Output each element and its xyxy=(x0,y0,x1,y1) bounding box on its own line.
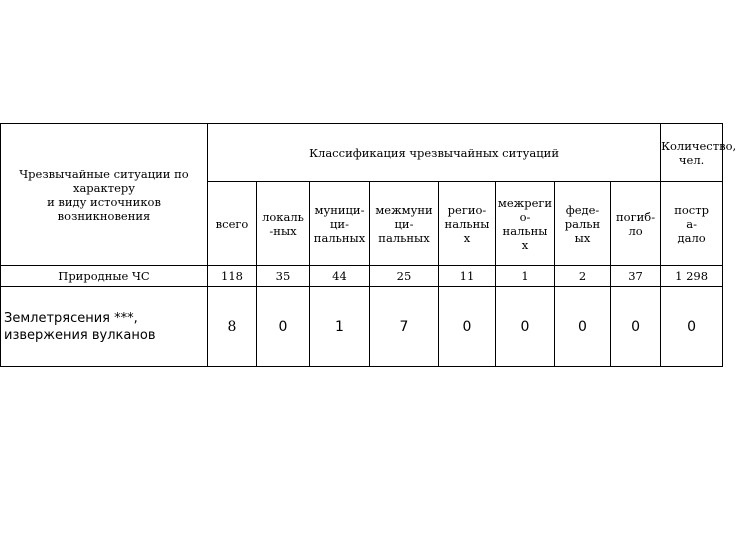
table-cell: 35 xyxy=(257,266,310,287)
table-cell: 0 xyxy=(496,287,555,367)
column-header-interregional: межреги о- нальны х xyxy=(496,182,555,266)
row-label: Землетрясения ***, извержения вулканов xyxy=(1,287,208,367)
column-header-killed: погиб- ло xyxy=(611,182,661,266)
table-cell: 0 xyxy=(555,287,611,367)
table-cell: 0 xyxy=(661,287,723,367)
table-cell: 25 xyxy=(370,266,439,287)
table-row xyxy=(1,266,723,287)
table-cell: 8 xyxy=(208,287,257,367)
column-header-injured: постр а- дало xyxy=(661,182,723,266)
table-cell: 2 xyxy=(555,266,611,287)
table-cell: 1 298 xyxy=(661,266,723,287)
table-row xyxy=(1,287,723,367)
table-cell: 1 xyxy=(310,287,370,367)
column-header-total: всего xyxy=(208,182,257,266)
table-cell: 0 xyxy=(257,287,310,367)
table-cell: 1 xyxy=(496,266,555,287)
table-cell: 37 xyxy=(611,266,661,287)
table-cell: 0 xyxy=(439,287,496,367)
column-header-local: локаль -ных xyxy=(257,182,310,266)
row-label: Природные ЧС xyxy=(1,266,208,287)
table-cell: 44 xyxy=(310,266,370,287)
table-cell: 118 xyxy=(208,266,257,287)
column-header-regional: регио- нальны х xyxy=(439,182,496,266)
table-cell: 0 xyxy=(611,287,661,367)
row-header-corner: Чрезвычайные ситуации по характеру и виду источников возникновения xyxy=(1,124,208,266)
emergency-situations-table xyxy=(0,123,736,367)
table-cell: 7 xyxy=(370,287,439,367)
people-count-header: Количество, чел. xyxy=(661,124,723,182)
table-cell: 11 xyxy=(439,266,496,287)
column-header-federal: феде- ральн ых xyxy=(555,182,611,266)
column-header-municipal: муници- ци- пальных xyxy=(310,182,370,266)
column-header-intermunicipal: межмуни ци- пальных xyxy=(370,182,439,266)
classification-header: Классификация чрезвычайных ситуаций xyxy=(208,124,661,182)
